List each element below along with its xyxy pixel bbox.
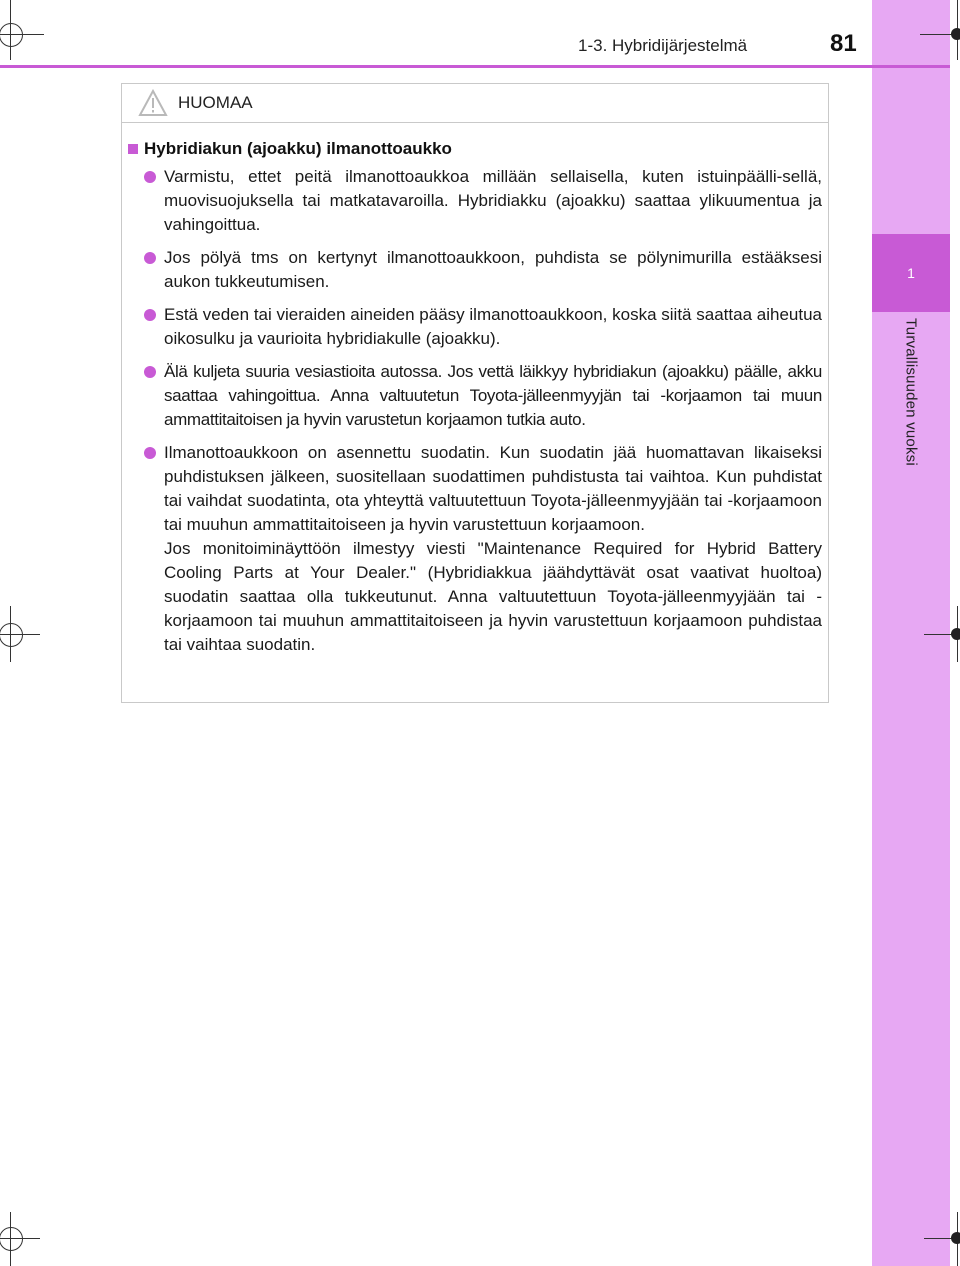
header-rule (0, 65, 950, 68)
side-strip (872, 0, 950, 1266)
chapter-tab (872, 234, 950, 312)
list-item-text: Varmistu, ettet peitä ilmanottoaukkoa millään sellaisella, kuten istuinpäälli-sellä, muovisuojuksella tai matkatavaroilla. Hybridiakku (ajoakku) saattaa ylikuumentua ja vahingoittua. (164, 167, 822, 234)
square-bullet-icon (128, 144, 138, 154)
notice-header (122, 84, 828, 123)
list-item-text: Älä kuljeta suuria vesiastioita autossa. Jos vettä läikkyy hybridiakun (ajoakku) päälle, akku saattaa vahingoittua. Anna valtuutetun Toyota-jälleenmyyjän tai -korjaamon tai muun ammattitaitoisen ja hyvin varustetun korjaamon tutkia auto. (164, 362, 822, 429)
notice-box (121, 83, 829, 703)
list-item (128, 246, 822, 294)
notice-title: HUOMAA (178, 93, 253, 112)
list-item (128, 165, 822, 237)
page-number: 81 (830, 30, 857, 57)
subheading-text: Hybridiakun (ajoakku) ilmanottoaukko (144, 139, 452, 158)
notice-subheading (128, 139, 822, 159)
list-item-text: Estä veden tai vieraiden aineiden pääsy ilmanottoaukkoon, koska siitä saattaa aiheutua oikosulku ja vaurioita hybridiakulle (ajoakku). (164, 305, 822, 348)
warning-triangle-icon (138, 89, 168, 117)
bullet-dot-icon (144, 447, 156, 459)
section-title: 1-3. Hybridijärjestelmä (578, 36, 748, 55)
list-item-text: Ilmanottoaukkoon on asennettu suodatin. Kun suodatin jää huomattavan likaiseksi puhdistuksen jälkeen, suositellaan suodattimen puhdistusta tai vaihtoa. Kun puhdistat tai vaihdat suodatinta, ota yhteyttä valtuutettuun Toyota-jälleenmyyjään tai -korjaamoon tai muuhun ammattitaitoiseen ja hyvin varustettuun korjaamoon. (164, 443, 822, 534)
bullet-dot-icon (144, 366, 156, 378)
list-item-continuation: Jos monitoiminäyttöön ilmestyy viesti "Maintenance Required for Hybrid Battery Cooling Parts at Your Dealer." (Hybridiakkua jäähdyttävät osat vaativat huoltoa) suodatin saattaa olla tukkeutunut. Anna valtuutettuun Toyota-jälleenmyyjään tai -korjaamoon tai muuhun ammattitaitoiseen ja hyvin varustettuun korjaamoon puhdistaa tai vaihtaa suodatin. (164, 539, 822, 654)
bullet-dot-icon (144, 252, 156, 264)
list-item (128, 441, 822, 657)
list-item-text: Jos pölyä tms on kertynyt ilmanottoaukkoon, puhdista se pölynimurilla estääksesi aukon tukkeutumisen. (164, 248, 822, 291)
list-item (128, 303, 822, 351)
notice-body (122, 123, 828, 657)
chapter-label-container (872, 318, 950, 538)
chapter-label: Turvallisuuden vuoksi (902, 318, 920, 466)
bullet-dot-icon (144, 309, 156, 321)
chapter-number: 1 (907, 265, 915, 281)
bullet-dot-icon (144, 171, 156, 183)
list-item (128, 360, 822, 432)
